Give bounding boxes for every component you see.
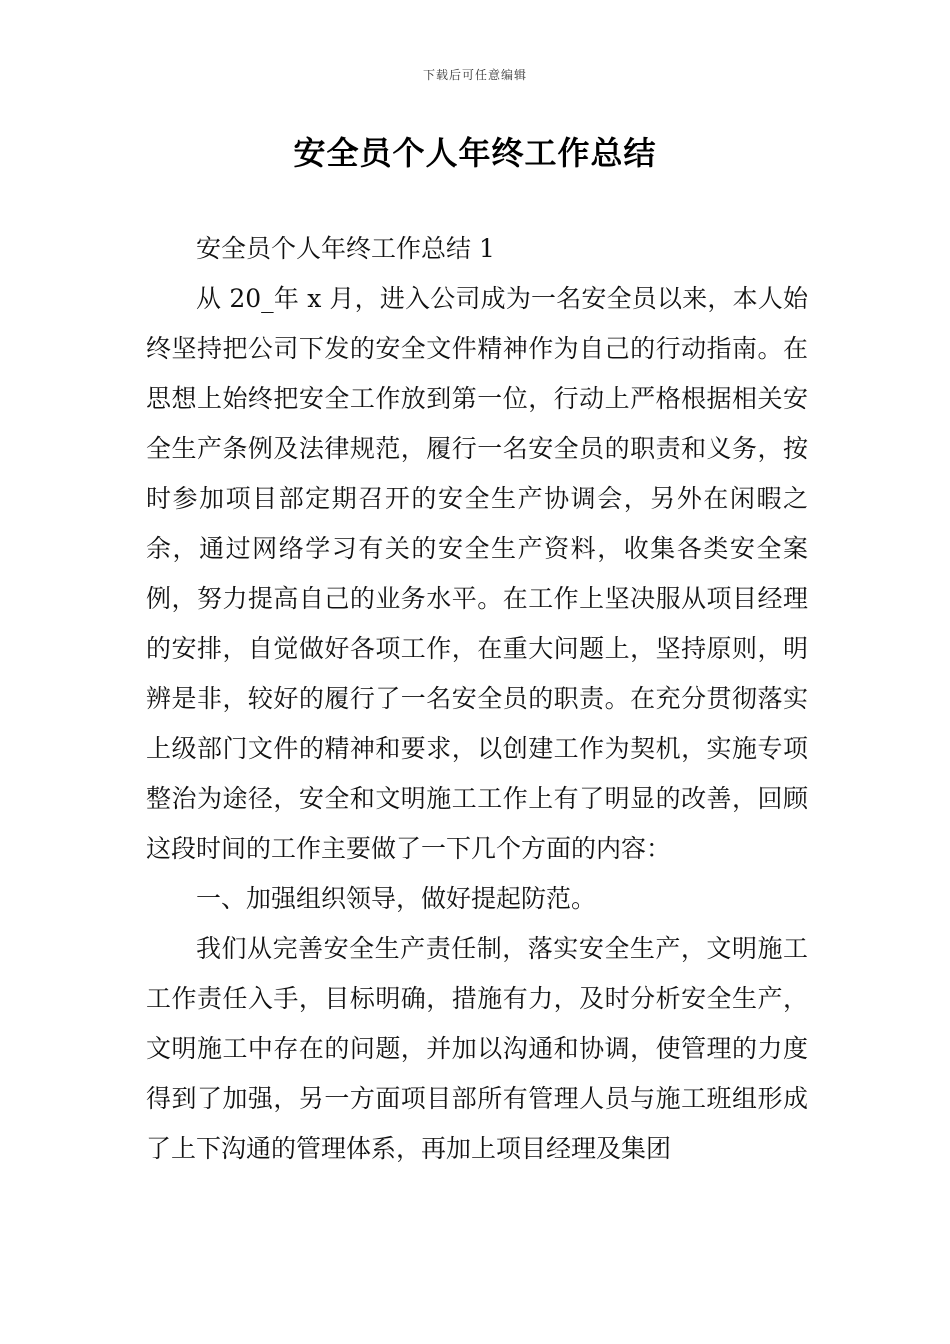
paragraph: 从 20_年 x 月，进入公司成为一名安全员以来，本人始终坚持把公司下发的安全文件精神作为自己的行动指南。在思想上始终把安全工作放到第一位，行动上严格根据相关安全生产条例及法律规范，履行一名安全员的职责和义务，按时参加项目部定期召开的安全生产协调会，另外在闲暇之余，通过网络学习有关的安全生产资料，收集各类安全案例，努力提高自己的业务水平。在工作上坚决服从项目经理的安排，自觉做好各项工作，在重大问题上，坚持原则，明辨是非，较好的履行了一名安全员的职责。在充分贯彻落实上级部门文件的精神和要求，以创建工作为契机，实施专项整治为途径，安全和文明施工工作上有了明显的改善，回顾这段时间的工作主要做了一下几个方面的内容： bbox=[146, 284, 808, 863]
subsection-heading: 一、加强组织领导，做好提起防范。 bbox=[196, 884, 597, 913]
header-note: 下载后可任意编辑 bbox=[422, 68, 527, 82]
document-body bbox=[146, 224, 808, 1174]
paragraph: 我们从完善安全生产责任制，落实安全生产，文明施工工作责任入手，目标明确，措施有力，及时分析安全生产，文明施工中存在的问题，并加以沟通和协调，使管理的力度得到了加强，另一方面项目部所有管理人员与施工班组形成了上下沟通的管理体系，再加上项目经理及集团 bbox=[146, 934, 808, 1163]
document-title: 安全员个人年终工作总结 bbox=[293, 134, 657, 172]
section-heading: 安全员个人年终工作总结 1 bbox=[196, 234, 495, 263]
